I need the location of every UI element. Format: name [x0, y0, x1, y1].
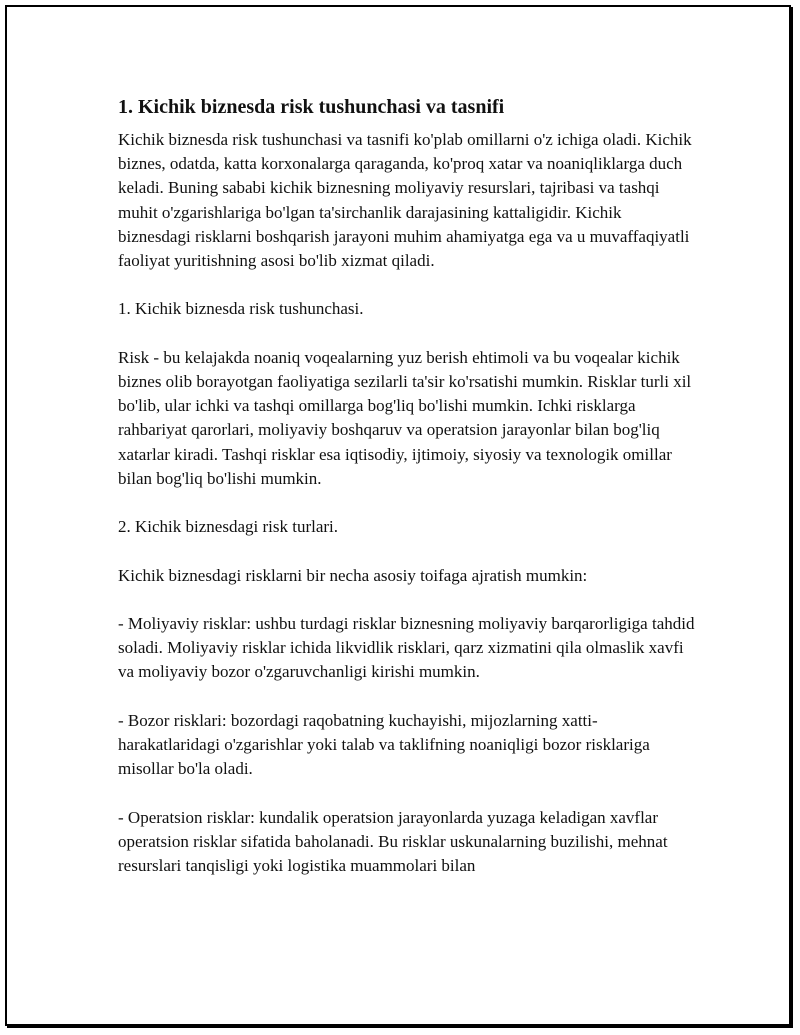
risk-categories-intro: Kichik biznesdagi risklarni bir necha asosiy toifaga ajratish mumkin: [118, 565, 588, 585]
financial-risks-item: - Moliyaviy risklar: ushbu turdagi risklar biznesning moliyaviy barqarorligiga tahdid soladi. Moliyaviy risklar ichida likvidlik risklari, qarz xizmatini qila olmaslik xavfi va moliyaviy bozor o'zgaruvchanligi kirishi mumkin. [118, 613, 695, 682]
document-body [118, 94, 698, 878]
risk-definition-paragraph: Risk - bu kelajakda noaniq voqealarning yuz berish ehtimoli va bu voqealar kichik biznes olib borayotgan faoliyatiga sezilarli ta'sir ko'rsatishi mumkin. Risklar turli xil bo'lib, ular ichki va tashqi omillarga bog'liq bo'lishi mumkin. Ichki risklarga rahbariyat qarorlari, moliyaviy boshqaruv va operatsion jarayonlar bilan bog'liq xatarlar kiradi. Tashqi risklar esa iqtisodiy, ijtimoiy, siyosiy va texnologik omillar bilan bog'liq bo'lishi mumkin. [118, 347, 692, 488]
intro-paragraph: Kichik biznesda risk tushunchasi va tasnifi ko'plab omillarni o'z ichiga oladi. Kichik biznes, odatda, katta korxonalarga qaraganda, ko'proq xatar va noaniqliklarga duch keladi. Buning sababi kichik biznesning moliyaviy resurslari, tajribasi va tashqi muhit o'zgarishlariga bo'lgan ta'sirchanlik darajasining kattaligidir. Kichik biznesdagi risklarni boshqarish jarayoni muhim ahamiyatga ega va u muvaffaqiyatli faoliyat yuritishning asosi bo'lib xizmat qiladi. [118, 130, 692, 271]
market-risks-item: - Bozor risklari: bozordagi raqobatning kuchayishi, mijozlarning xatti-harakatlaridagi o'zgarishlar yoki talab va taklifning noaniqligi bozor risklariga misollar bo'la oladi. [118, 710, 650, 779]
subsection-title-2: 2. Kichik biznesdagi risk turlari. [118, 517, 339, 537]
subsection-title-1: 1. Kichik biznesda risk tushunchasi. [118, 299, 364, 319]
operational-risks-item: - Operatsion risklar: kundalik operatsion jarayonlarda yuzaga keladigan xavflar operatsion risklar sifatida baholanadi. Bu risklar uskunalarning buzilishi, mehnat resurslari tanqisligi yoki logistika muammolari bilan [118, 807, 668, 875]
section-heading: 1. Kichik biznesda risk tushunchasi va tasnifi [118, 96, 505, 118]
